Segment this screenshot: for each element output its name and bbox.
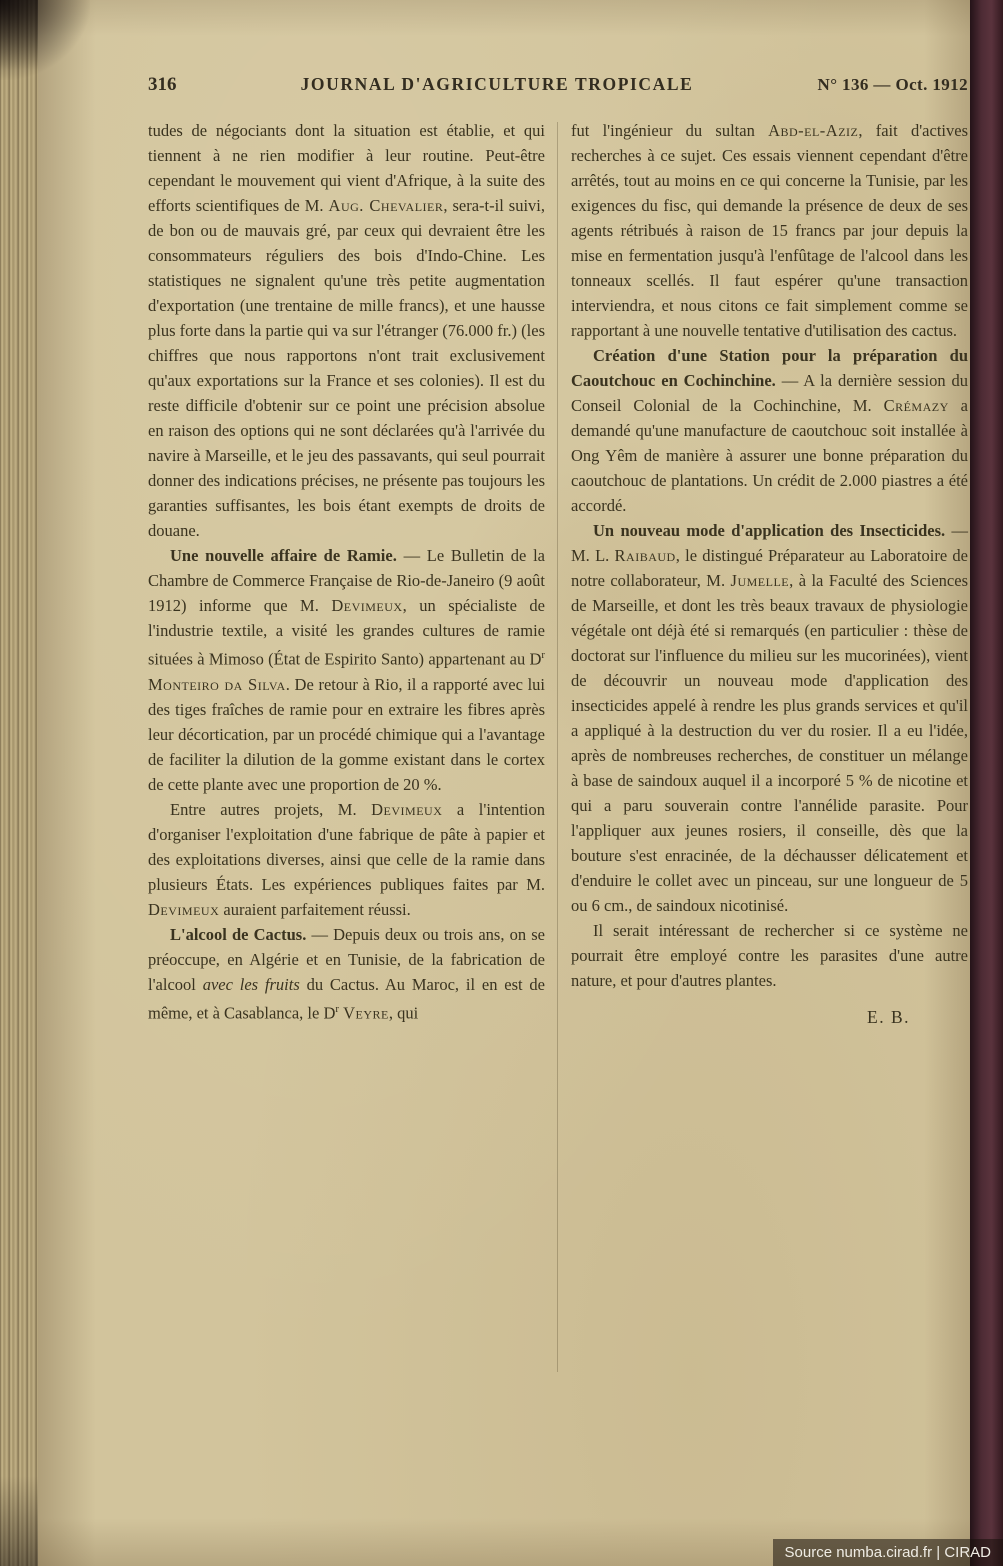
paragraph: [148, 797, 545, 922]
paragraph-lead: Création d'une Station pour la préparation du Caoutchouc en Cochinchine.: [571, 346, 968, 390]
text-segment: Veyre: [343, 1003, 389, 1022]
text-segment: Abd-el-Aziz: [768, 121, 859, 140]
text-segment: Devimeux: [148, 899, 220, 919]
text-segment: , un spécialiste de l'industrie textile, a visité les grandes cultures de ramie situées à Mimoso (État de Espirito Santo) appartenant au D: [148, 596, 545, 669]
signature: E. B.: [867, 1007, 910, 1027]
text-segment: a demandé qu'une manufacture de caoutchouc soit installée à Ong Yêm de manière à assurer une bonne préparation du caoutchouc de plantations. Un crédit de 2.000 piastres a été accordé.: [571, 396, 968, 515]
text-segment: , qui: [388, 1003, 419, 1022]
right-column: [571, 118, 968, 1030]
text-segment: , le distingué Préparateur au Laboratoire de notre collaborateur, M.: [571, 546, 968, 590]
paper-page: [38, 0, 970, 1566]
paragraph: [571, 518, 968, 918]
text-segment: Monteiro da Silva: [148, 674, 286, 694]
cover-corner-shadow: [0, 0, 90, 80]
text-segment: . De retour à Rio, il a rapporté avec lui des tiges fraîches de ramie pour en extraire les fibres après leur décortication, par un procédé chimique qui a l'avantage de faciliter la dilution de la gomme existant dans le cortex de cette plante avec une proportion de 20 %.: [148, 674, 545, 794]
text-segment: avec les fruits: [202, 974, 300, 994]
text-segment: , sera-t-il suivi, de bon ou de mauvais gré, par ceux qui devraient être les consommateurs réguliers des bois d'Indo-Chine. Les statistiques ne signalent qu'une très petite augmentation d'exportation (une trentaine de mille francs), et une hausse plus forte dans la partie qui va sur l'étranger (76.000 fr.) (les chiffres que nous rapportons n'ont trait exclusivement qu'aux exportations sur la France et ses colonies). Il est du reste difficile d'obtenir sur ce point une précision absolue en raison des options qui ne sont déclarées qu'à l'arrivée du navire à Marseille, et le jeu des passavants, qui seul pourrait donner des indications précises, ne présente pas toujours les garanties suffisantes, les bois étant exempts de droits de douane.: [148, 196, 545, 540]
source-watermark: Source numba.cirad.fr | CIRAD: [773, 1539, 1003, 1566]
paragraph-lead: L'alcool de Cactus.: [170, 924, 307, 944]
paragraph: [148, 543, 545, 797]
paragraph: [571, 118, 968, 343]
text-segment: a l'intention d'organiser l'exploitation d'une fabrique de pâte à papier et des exploitations diverses, ainsi que celle de la ramie dans plusieurs États. Les expériences publiques faites par M.: [148, 799, 545, 894]
text-segment: Jumelle: [730, 571, 790, 590]
text-segment: Il serait intéressant de rechercher si ce système ne pourrait être employé contre les parasites d'une autre nature, et pour d'autres plantes.: [571, 921, 968, 990]
text-segment: fut l'ingénieur du sultan: [571, 121, 769, 140]
page-content: [148, 118, 968, 1030]
text-segment: Crémazy: [883, 396, 949, 415]
text-segment: Aug. Chevalier: [328, 196, 444, 215]
text-segment: du Cactus. Au Maroc, il en est de même, et à Casablanca, le D: [148, 974, 545, 1022]
text-segment: — Le Bulletin de la Chambre de Commerce Française de Rio-de-Janeiro (9 août 1912) informe que M.: [148, 546, 545, 615]
column-divider: [557, 122, 558, 1372]
text-segment: r: [541, 649, 545, 661]
text-segment: , fait d'actives recherches à ce sujet. Ces essais viennent cependant d'être arrêtés, tout au moins en ce qui concerne la Tunisie, par les exigences du fisc, qui demande la présence de deux de ses agents rétribués à raison de 15 francs par jour depuis la mise en fermentation jusqu'à l'enfûtage de l'alcool dans les tonneaux scellés. Il faut espérer qu'une transaction interviendra, et nous citons ce fait simplement comme se rapportant à une nouvelle tentative d'utilisation des cactus.: [571, 121, 968, 340]
text-segment: tudes de négociants dont la situation est établie, et qui tiennent à ne rien modifier à leur routine. Peut-être cependant le mouvement qui vient d'Afrique, à la suite des efforts scientifiques de M.: [148, 121, 545, 215]
text-segment: Devimeux: [331, 596, 403, 615]
text-segment: , à la Faculté des Sciences de Marseille, et dont les très beaux travaux de physiologie végétale ont déjà été si remarqués (en particulier : thèse de doctorat sur l'influence du milieu sur les mucorinées), vient de découvrir un nouveau mode d'application des insecticides appelé à rendre les plus grands services et qu'il a appliqué à la destruction du ver du rosier. Il a eu l'idée, après de nombreuses recherches, de constituer un mélange à base de saindoux auquel il a incorporé 5 % de nicotine et qui a paru souverain contre l'annélide parasite. Pour l'appliquer aux jeunes rosiers, il conseille, dès que la bouture s'est enracinée, de la déchausser délicatement et d'enduire le collet avec un pinceau, sur une longueur de 5 ou 6 cm., de saindoux nicotinisé.: [571, 571, 968, 915]
paragraph: [148, 118, 545, 543]
text-segment: r: [335, 1002, 339, 1015]
book-cover-edge: [970, 0, 1003, 1566]
text-segment: Entre autres projets, M.: [170, 799, 372, 819]
text-segment: — M. L.: [571, 521, 969, 565]
paragraph-lead: Un nouveau mode d'application des Insecticides.: [593, 521, 946, 540]
journal-title: JOURNAL D'AGRICULTURE TROPICALE: [300, 74, 694, 94]
paragraph: [571, 343, 968, 518]
text-segment: — Depuis deux ou trois ans, on se préoccupe, en Algérie et en Tunisie, de la fabrication de l'alcool: [148, 924, 545, 994]
text-segment: — A la dernière session du Conseil Colonial de la Cochinchine, M.: [571, 371, 968, 415]
book-page-edges: [0, 0, 38, 1566]
paragraph: [148, 922, 545, 1026]
text-segment: Devimeux: [371, 799, 443, 819]
left-column: [148, 118, 545, 1030]
paragraph-lead: Une nouvelle affaire de Ramie.: [170, 546, 397, 565]
page-number: 316: [148, 74, 177, 95]
text-segment: Raibaud: [614, 546, 676, 565]
text-segment: auraient parfaitement réussi.: [219, 899, 411, 919]
issue-number: N° 136 — Oct. 1912: [817, 75, 968, 94]
page-header: [148, 74, 968, 96]
paragraph: [571, 918, 968, 993]
